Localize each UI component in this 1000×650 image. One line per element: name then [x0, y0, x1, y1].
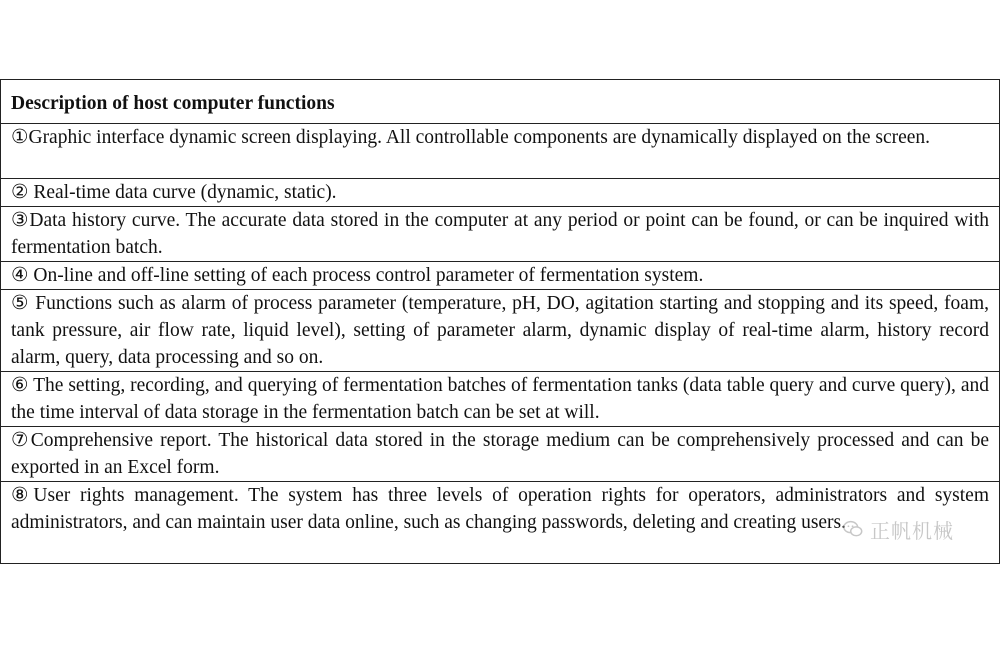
table-row [1, 124, 1000, 179]
table-row [1, 372, 1000, 427]
watermark-text: 正帆机械 [870, 518, 954, 543]
function-description: ③Data history curve. The accurate data stored in the computer at any period or point can be found, or can be inquired with fermentation batch. [1, 207, 1000, 262]
function-description: ⑤ Functions such as alarm of process parameter (temperature, pH, DO, agitation starting and stopping and its speed, foam, tank pressure, air flow rate, liquid level), setting of parameter alarm, dynamic display of real-time alarm, history record alarm, query, data processing and so on. [1, 290, 1000, 372]
table-header: Description of host computer functions [1, 80, 1000, 124]
table-row [1, 179, 1000, 207]
functions-table [0, 79, 1000, 564]
function-description: ② Real-time data curve (dynamic, static). [1, 179, 1000, 207]
table-row [1, 290, 1000, 372]
table-row [1, 482, 1000, 564]
function-description: ④ On-line and off-line setting of each process control parameter of fermentation system. [1, 262, 1000, 290]
function-description: ①Graphic interface dynamic screen displaying. All controllable components are dynamically displayed on the screen. [1, 124, 1000, 179]
function-description: ⑧User rights management. The system has three levels of operation rights for operators, administrators and system administrators, and can maintain user data online, such as changing passwords, deleting and creating users. [1, 482, 1000, 564]
table-header-row [1, 80, 1000, 124]
table-row [1, 427, 1000, 482]
table-row [1, 207, 1000, 262]
function-description: ⑥ The setting, recording, and querying of fermentation batches of fermentation tanks (data table query and curve query), and the time interval of data storage in the fermentation batch can be set at will. [1, 372, 1000, 427]
function-description: ⑦Comprehensive report. The historical data stored in the storage medium can be comprehensively processed and can be exported in an Excel form. [1, 427, 1000, 482]
table-row [1, 262, 1000, 290]
